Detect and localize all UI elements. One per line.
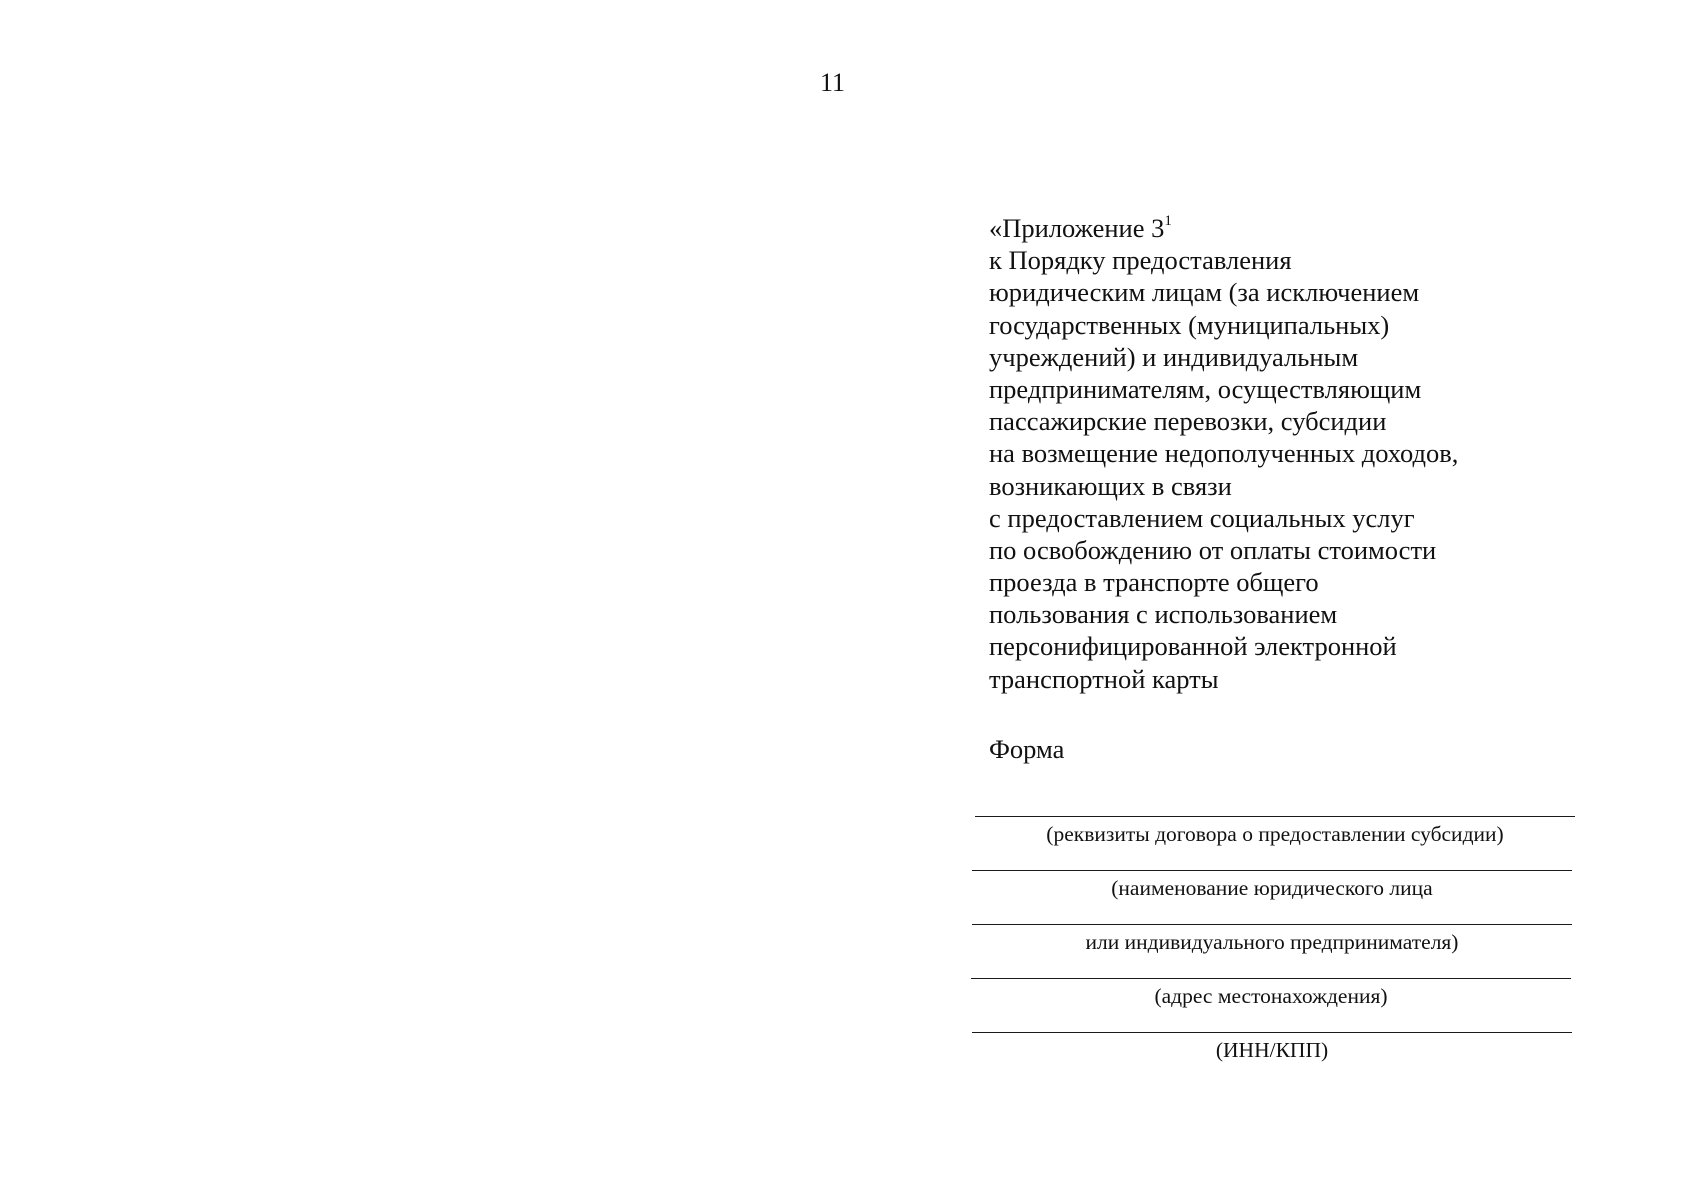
field-caption: (ИНН/КПП) (1215, 1038, 1329, 1062)
field-caption: (реквизиты договора о предоставлении субсидии) (1046, 822, 1504, 846)
field-caption: (адрес местонахождения) (1154, 984, 1388, 1008)
fill-in-line (972, 870, 1572, 871)
appendix-line: учреждений) и индивидуальным (989, 341, 1359, 372)
fill-in-line (972, 924, 1572, 925)
appendix-line: с предоставлением социальных услуг (989, 502, 1415, 533)
appendix-line: персонифицированной электронной (989, 631, 1397, 662)
appendix-text (989, 244, 1609, 695)
contract-details-field (975, 816, 1575, 847)
appendix-line: государственных (муниципальных) (989, 309, 1390, 340)
form-label: Форма (989, 734, 1065, 764)
field-caption: (наименование юридического лица (1111, 876, 1433, 900)
field-caption: или индивидуального предпринимателя) (1085, 930, 1459, 954)
appendix-line: пользования с использованием (989, 599, 1338, 630)
appendix-header (989, 212, 1609, 695)
appendix-line: на возмещение недополученных доходов, (989, 438, 1459, 469)
appendix-title-text: «Приложение 3 (989, 213, 1165, 243)
page-number: 11 (820, 68, 846, 97)
fill-in-line (971, 978, 1571, 979)
fill-in-line (972, 1032, 1572, 1033)
appendix-line: юридическим лицам (за исключением (989, 277, 1420, 308)
appendix-line: по освобождению от оплаты стоимости (989, 534, 1437, 565)
address-field (971, 978, 1571, 1009)
appendix-title (989, 212, 1609, 244)
inn-kpp-field (972, 1032, 1572, 1063)
appendix-line: возникающих в связи (989, 470, 1232, 501)
appendix-title-superscript: 1 (1164, 213, 1172, 229)
entrepreneur-name-field (972, 924, 1572, 955)
appendix-line: к Порядку предоставления (989, 245, 1292, 276)
appendix-line: пассажирские перевозки, субсидии (989, 406, 1387, 437)
appendix-line: транспортной карты (989, 663, 1219, 694)
fill-in-line (975, 816, 1575, 817)
appendix-line: проезда в транспорте общего (989, 567, 1319, 598)
entity-name-field (972, 870, 1572, 901)
appendix-line: предпринимателям, осуществляющим (989, 373, 1422, 404)
